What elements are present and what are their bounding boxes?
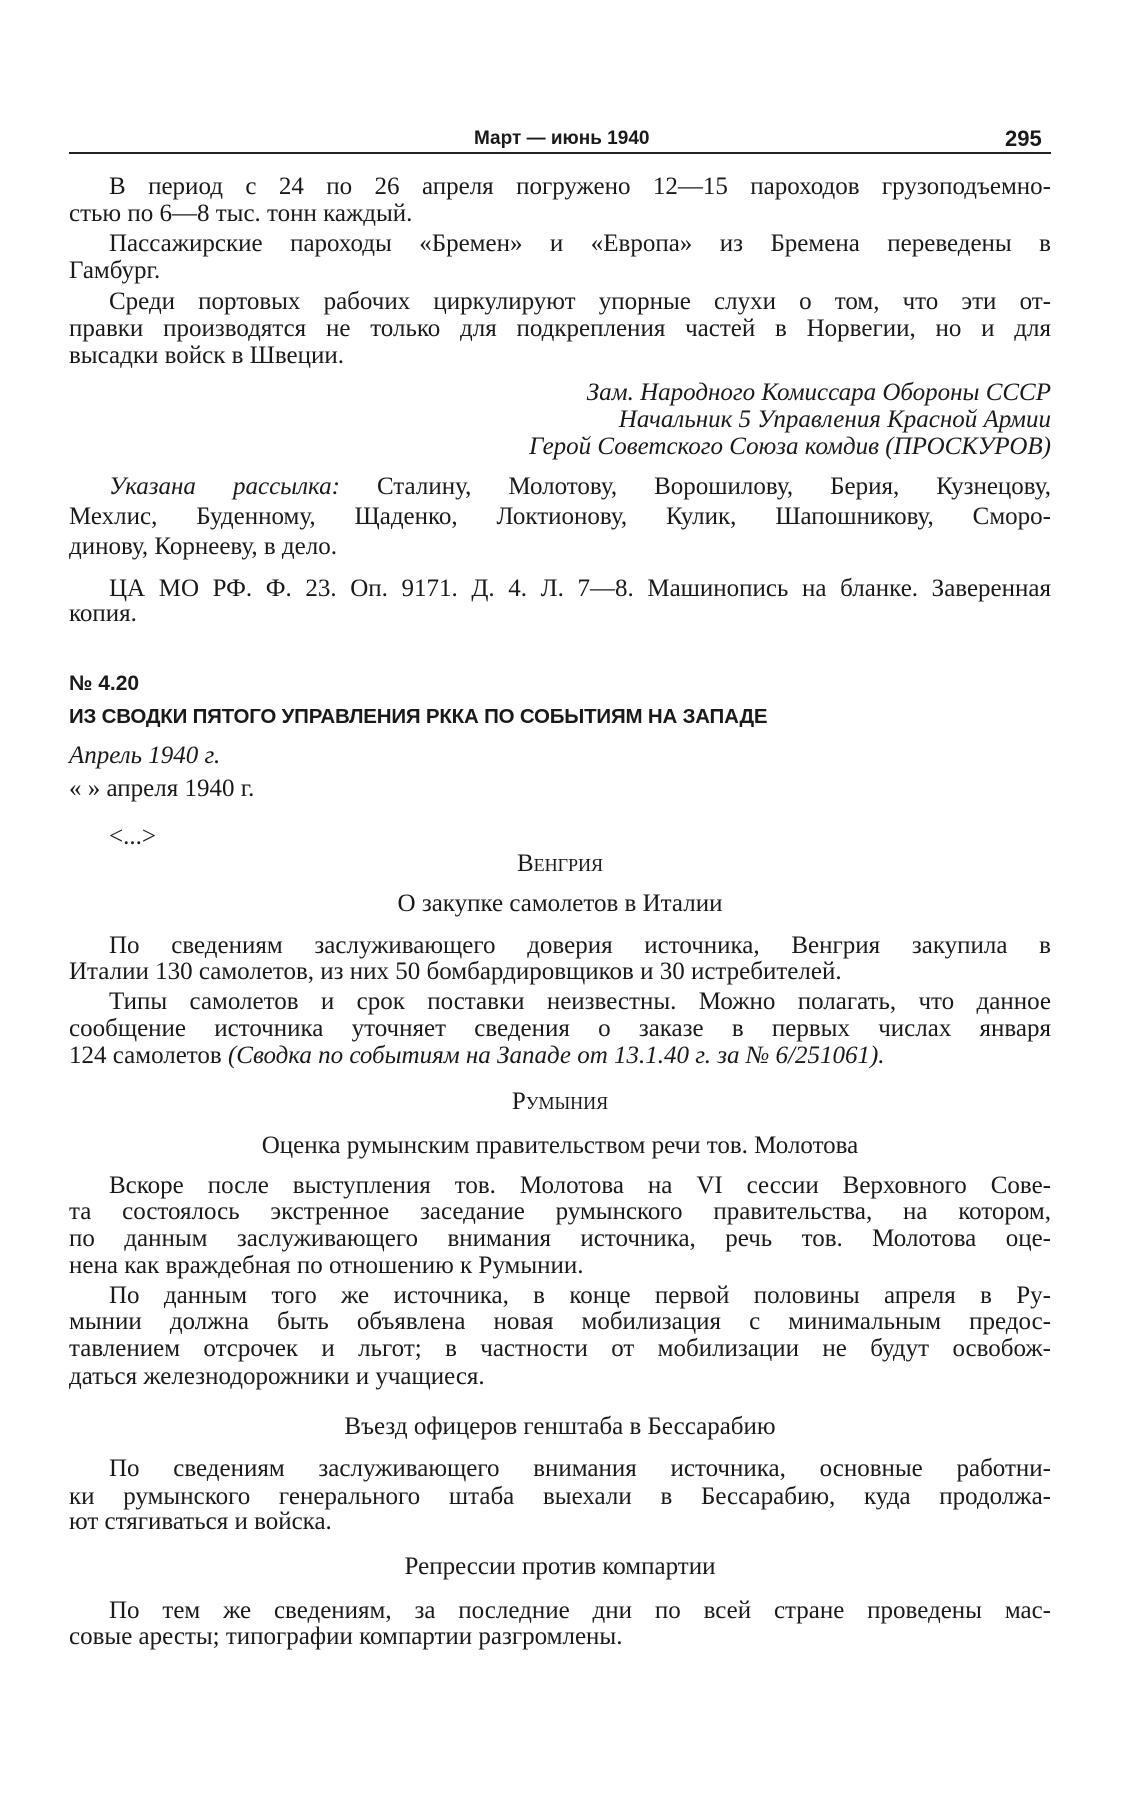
text-line <box>69 1172 1051 1200</box>
text-segment: ЦА МО РФ. Ф. 23. Оп. 9171. Д. 4. Л. 7—8. Машинопись на бланке. Заверенная <box>109 575 1051 602</box>
header-rule <box>69 152 1051 154</box>
text-segment: Пассажирские пароходы «Бремен» и «Европа» из Бремена переведены в <box>109 230 1051 257</box>
text-line <box>69 342 1051 370</box>
text-line <box>69 503 1051 531</box>
italic-text: Указана рассылка: <box>109 473 340 500</box>
text-segment: Сталину, Молотову, Ворошилову, Берия, Кузнецову, <box>339 473 1051 500</box>
text-line <box>69 1088 1051 1116</box>
text-line <box>69 1225 1051 1253</box>
text-line <box>69 775 1051 803</box>
italic-text: Зам. Народного Комиссара Обороны СССР <box>586 379 1051 406</box>
text-line <box>69 1282 1051 1310</box>
text-segment: мынии должна быть объявлена новая мобилизация с минимальным предос- <box>69 1308 1051 1335</box>
text-segment: 124 самолетов <box>69 1042 228 1069</box>
text-segment: Среди портовых рабочих циркулируют упорные слухи о том, что эти от- <box>109 288 1051 315</box>
text-segment: ют стягиваться и войска. <box>69 1508 332 1535</box>
text-line <box>69 890 1051 918</box>
text-line <box>69 1508 1051 1536</box>
text-line <box>69 1483 1051 1511</box>
text-segment: О закупке самолетов в Италии <box>397 890 723 917</box>
text-segment: копия. <box>69 600 137 627</box>
text-line <box>69 1252 1051 1280</box>
text-line <box>69 315 1051 343</box>
text-segment: <...> <box>109 823 156 850</box>
text-segment: Мехлис, Буденному, Щаденко, Локтионову, Кулик, Шапошникову, Сморо- <box>69 503 1051 530</box>
text-segment: По тем же сведениям, за последние дни по всей стране проведены мас- <box>109 1597 1051 1624</box>
text-line <box>69 1553 1051 1581</box>
italic-text: Начальник 5 Управления Красной Армии <box>618 406 1051 433</box>
text-line <box>69 988 1051 1016</box>
text-line <box>69 230 1051 258</box>
text-segment: ИЗ СВОДКИ ПЯТОГО УПРАВЛЕНИЯ РККА ПО СОБЫТИЯМ НА ЗАПАДЕ <box>69 705 768 728</box>
text-line <box>69 823 1051 851</box>
text-segment: по данным заслуживающего внимания источника, речь тов. Молотова оце- <box>69 1225 1051 1252</box>
text-segment: Румыния <box>511 1088 609 1115</box>
text-line <box>69 1597 1051 1625</box>
text-segment: Типы самолетов и срок поставки неизвестны. Можно полагать, что данное <box>109 988 1051 1015</box>
text-segment: Венгрия <box>516 850 604 877</box>
text-line <box>69 1198 1051 1226</box>
text-line <box>69 575 1051 603</box>
text-segment: По данным того же источника, в конце первой половины апреля в Ру- <box>109 1282 1051 1309</box>
text-line <box>69 200 1051 228</box>
text-line <box>69 473 1051 501</box>
text-line <box>69 1308 1051 1336</box>
text-segment: совые аресты; типографии компартии разгромлены. <box>69 1623 623 1650</box>
text-segment: нена как враждебная по отношению к Румынии. <box>69 1252 584 1279</box>
text-segment: « » апреля 1940 г. <box>69 775 255 802</box>
text-line <box>69 257 1051 285</box>
text-segment: даться железнодорожники и учащиеся. <box>69 1363 485 1390</box>
text-line <box>69 932 1051 960</box>
text-line <box>69 433 1051 461</box>
text-segment: Въезд офицеров генштаба в Бессарабию <box>344 1413 776 1440</box>
text-line <box>69 379 1051 407</box>
text-line <box>69 1413 1051 1441</box>
text-segment: та состоялось экстренное заседание румынского правительства, на котором, <box>69 1198 1051 1225</box>
text-line <box>69 1335 1051 1363</box>
text-line <box>69 533 1051 561</box>
text-line <box>69 406 1051 434</box>
text-segment: динову, Корнееву, в дело. <box>69 533 337 560</box>
text-line <box>69 703 1051 731</box>
text-line <box>69 670 1051 698</box>
text-segment: Италии 130 самолетов, из них 50 бомбардировщиков и 30 истребителей. <box>69 958 842 985</box>
text-segment: стью по 6—8 тыс. тонн каждый. <box>69 200 413 227</box>
text-segment: По сведениям заслуживающего доверия источника, Венгрия закупила в <box>109 932 1051 959</box>
text-line <box>69 1623 1051 1651</box>
text-segment: По сведениям заслуживающего внимания источника, основные работни- <box>109 1455 1051 1482</box>
text-line <box>69 958 1051 986</box>
text-line <box>69 288 1051 316</box>
text-line <box>69 1015 1051 1043</box>
italic-text: Герой Советского Союза комдив (ПРОСКУРОВ) <box>529 433 1051 460</box>
italic-text: Апрель 1940 г. <box>69 742 221 769</box>
text-segment: В период с 24 по 26 апреля погружено 12—15 пароходов грузоподъемно- <box>109 173 1051 200</box>
text-segment: сообщение источника уточняет сведения о заказе в первых числах января <box>69 1015 1051 1042</box>
text-segment: тавлением отсрочек и льгот; в частности от мобилизации не будут освобож- <box>69 1335 1051 1362</box>
text-line <box>69 1455 1051 1483</box>
text-segment: правки производятся не только для подкрепления частей в Норвегии, но и для <box>69 315 1051 342</box>
text-line <box>69 1363 1051 1391</box>
text-segment: Вскоре после выступления тов. Молотова на VI сессии Верховного Сове- <box>109 1172 1051 1199</box>
text-line <box>69 173 1051 201</box>
running-title: Март — июнь 1940 <box>474 128 650 149</box>
text-segment: Репрессии против компартии <box>404 1553 716 1580</box>
text-segment: Оценка румынским правительством речи тов. Молотова <box>261 1132 859 1159</box>
text-segment: ки румынского генерального штаба выехали в Бессарабию, куда продолжа- <box>69 1483 1051 1510</box>
text-segment: Гамбург. <box>69 257 161 284</box>
text-line <box>69 850 1051 878</box>
text-line <box>69 1132 1051 1160</box>
italic-text: (Сводка по событиям на Западе от 13.1.40 г. за № 6/251061). <box>227 1042 885 1069</box>
page-number: 295 <box>1005 126 1042 151</box>
text-line <box>69 600 1051 628</box>
text-segment: высадки войск в Швеции. <box>69 342 345 369</box>
text-line <box>69 1042 1051 1070</box>
text-line <box>69 742 1051 770</box>
text-segment: № 4.20 <box>69 672 140 695</box>
